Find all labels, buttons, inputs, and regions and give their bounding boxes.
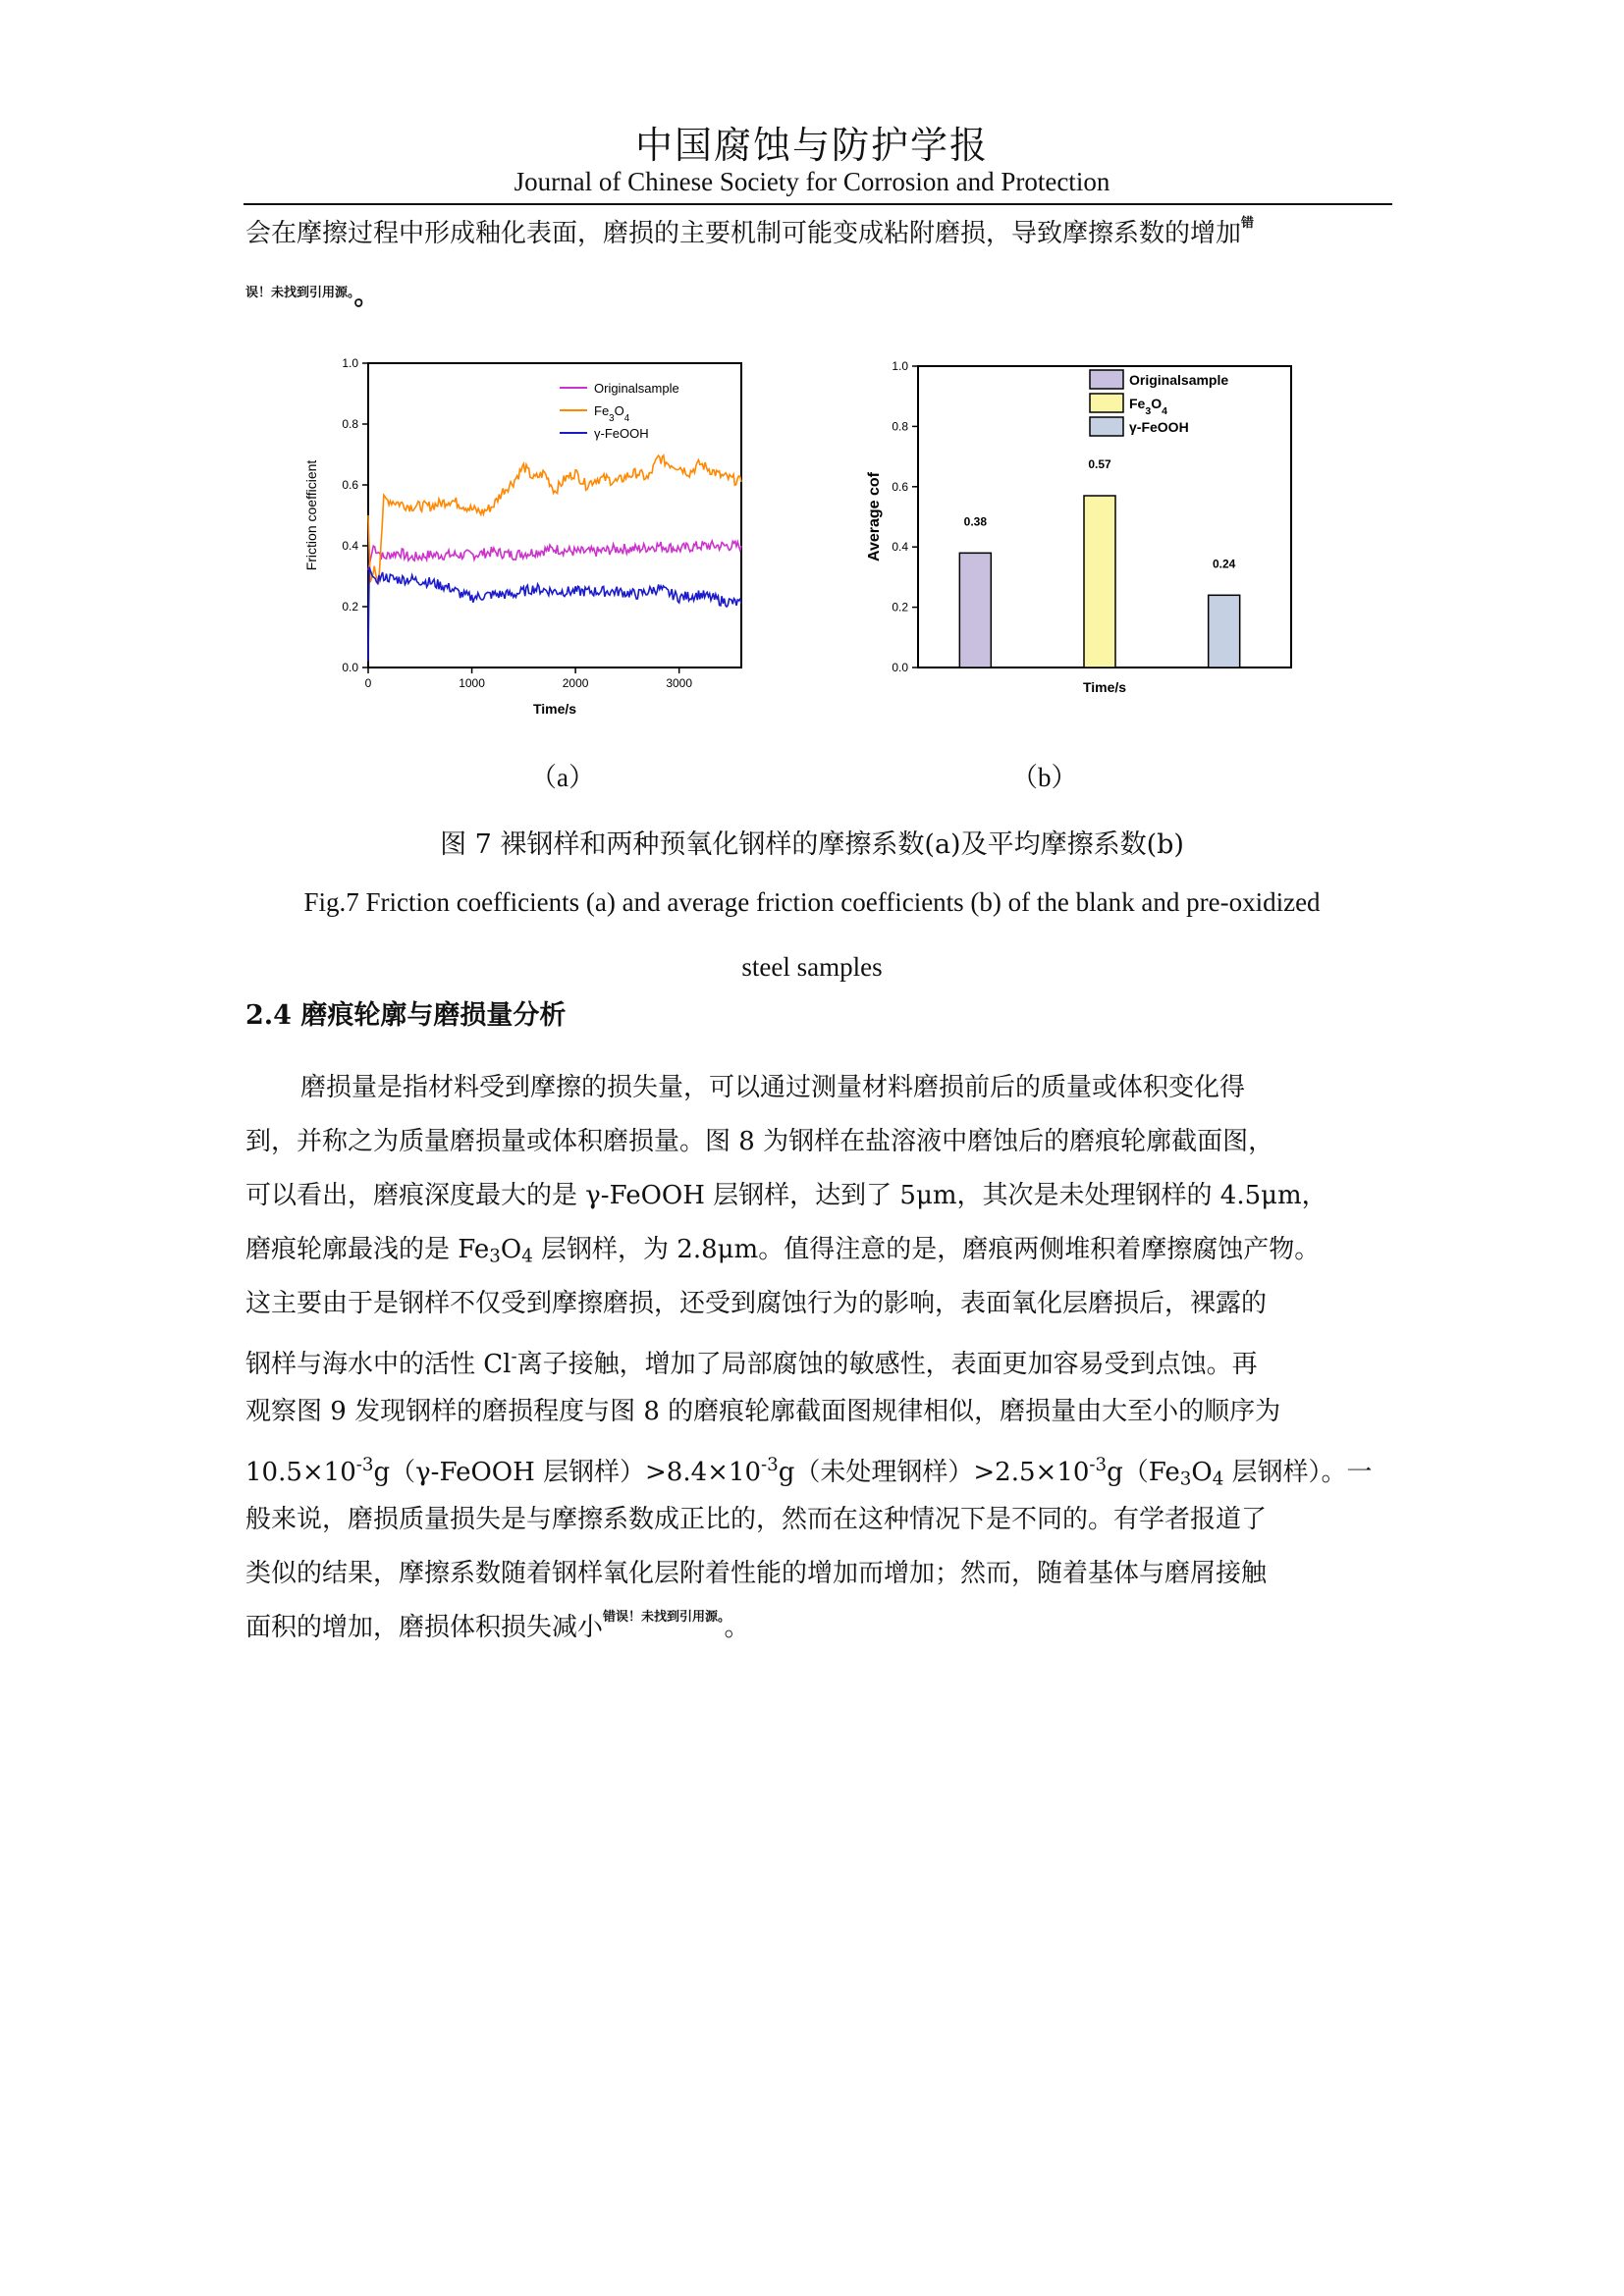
reference-error: 误！未找到引用源。 (245, 286, 354, 300)
text-run: O (500, 1235, 522, 1264)
paragraph-line: 磨损量是指材料受到摩擦的损失量，可以通过测量材料磨损前后的质量或体积变化得 (300, 1073, 1246, 1102)
x-tick-label: 3000 (666, 676, 693, 690)
journal-title-cn: 中国腐蚀与防护学报 (634, 124, 989, 167)
y-tick-label: 1.0 (892, 359, 908, 373)
legend-swatch (1090, 394, 1123, 412)
x-tick-label: 1000 (459, 676, 485, 690)
bar (1084, 496, 1115, 667)
x-axis-label: Time/s (1082, 679, 1127, 695)
x-axis-label: Time/s (532, 701, 577, 717)
superscript: - (511, 1347, 517, 1367)
bar-value-label: 0.38 (963, 514, 988, 529)
text-run: O (1191, 1458, 1213, 1487)
text-run: g（Fe (1107, 1458, 1180, 1487)
y-axis-label: Friction coefficient (303, 459, 319, 571)
paragraph-line: 类似的结果，摩擦系数随着钢样氧化层附着性能的增加而增加；然而，随着基体与磨屑接触 (245, 1559, 1268, 1588)
text-run: 10.5×10 (245, 1458, 356, 1487)
paragraph-line (245, 1602, 1394, 1653)
y-tick-label: 0.2 (342, 600, 358, 614)
y-tick-label: 0.8 (342, 417, 358, 431)
subscript: 3 (489, 1246, 501, 1267)
journal-title-en: Journal of Chinese Society for Corrosion and Protection (514, 167, 1110, 196)
section-heading: 2.4 磨痕轮廓与磨损量分析 (245, 1000, 567, 1031)
text-run: 层钢样）。一 (1223, 1458, 1373, 1487)
friction-coefficient-chart (295, 348, 766, 741)
bar-value-label: 0.24 (1212, 557, 1236, 571)
intro-text: 会在摩擦过程中形成釉化表面，磨损的主要机制可能变成粘附磨损，导致摩擦系数的增加 (245, 219, 1242, 248)
y-axis-label: Average cof (866, 472, 883, 561)
figure-caption-cn: 图 7 裸钢样和两种预氧化钢样的摩擦系数(a)及平均摩擦系数(b) (440, 829, 1184, 860)
bar (959, 553, 991, 667)
series-line (368, 567, 741, 662)
paragraph-line: 这主要由于是钢样不仅受到摩擦磨损，还受到腐蚀行为的影响，表面氧化层磨损后，裸露的 (245, 1289, 1268, 1318)
text-run: 面积的增加，磨损体积损失减小 (245, 1613, 604, 1642)
intro-line-2 (245, 268, 380, 311)
intro-line-1 (245, 208, 1394, 259)
legend-label: γ-FeOOH (594, 426, 649, 441)
legend-label: Originalsample (1129, 372, 1229, 388)
paragraph-line (245, 1332, 1394, 1390)
average-cof-chart (854, 348, 1306, 721)
bar-value-label: 0.57 (1088, 457, 1111, 472)
y-tick-label: 0.0 (892, 661, 908, 674)
y-tick-label: 0.6 (342, 478, 358, 492)
text-run: 层钢样，为 2.8μm。值得注意的是，磨痕两侧堆积着摩擦腐蚀产物。 (532, 1235, 1321, 1264)
legend-label: $Fe_3O_4$ (594, 403, 630, 424)
x-tick-label: 0 (364, 676, 372, 690)
text-run: 离子接触，增加了局部腐蚀的敏感性，表面更加容易受到点蚀。再 (516, 1350, 1258, 1379)
legend-swatch (1090, 417, 1123, 436)
subscript: 4 (1212, 1468, 1224, 1490)
paragraph-line: 到，并称之为质量磨损量或体积磨损量。图 8 为钢样在盐溶液中磨蚀后的磨痕轮廓截面图， (245, 1127, 1274, 1156)
superscript: -3 (761, 1455, 779, 1475)
superscript: -3 (355, 1455, 374, 1475)
reference-error-fragment: 错 (1241, 216, 1255, 231)
x-tick-label: 2000 (562, 676, 589, 690)
legend-label: γ-FeOOH (1129, 419, 1189, 435)
figure-caption-en-line1: Fig.7 Friction coefficients (a) and average friction coefficients (b) of the blank and pre-oxidized (303, 887, 1321, 917)
plot-frame (368, 363, 741, 667)
subscript: 3 (1179, 1468, 1192, 1490)
y-tick-label: 0.6 (892, 479, 908, 494)
paragraph-line: 可以看出，磨痕深度最大的是 γ-FeOOH 层钢样，达到了 5μm，其次是未处理钢样的 4.5μm， (245, 1181, 1327, 1210)
legend-label: Originalsample (594, 381, 679, 396)
figure-caption-en-line2: steel samples (741, 952, 883, 982)
legend-swatch (1090, 370, 1123, 389)
series-line (368, 541, 741, 570)
bar (1209, 595, 1240, 667)
y-tick-label: 0.2 (892, 600, 908, 614)
paragraph-line: 观察图 9 发现钢样的磨损程度与图 8 的磨痕轮廓截面图规律相似，磨损量由大至小的顺序为 (245, 1397, 1281, 1426)
y-tick-label: 0.8 (892, 419, 908, 434)
intro-period: 。 (353, 282, 380, 311)
panel-b-label: （b） (1011, 763, 1078, 792)
y-tick-label: 1.0 (342, 356, 358, 370)
y-tick-label: 0.4 (892, 540, 908, 555)
reference-error: 错误！未找到引用源。 (603, 1610, 725, 1625)
paragraph-line: 般来说，磨损质量损失是与摩擦系数成正比的，然而在这种情况下是不同的。有学者报道了 (245, 1505, 1268, 1534)
text-run: 磨痕轮廓最浅的是 Fe (245, 1235, 490, 1264)
text-run: g（未处理钢样）>2.5×10 (778, 1458, 1090, 1487)
text-run: 。 (724, 1613, 750, 1642)
text-run: 钢样与海水中的活性 Cl (245, 1350, 512, 1379)
paragraph-line (245, 1224, 1394, 1283)
y-tick-label: 0.4 (342, 539, 358, 553)
superscript: -3 (1089, 1455, 1108, 1475)
y-tick-label: 0.0 (342, 661, 358, 674)
panel-a-label: （a） (530, 763, 595, 792)
subscript: 4 (521, 1246, 533, 1267)
legend-label: $Fe_3O_4$ (1129, 396, 1167, 417)
text-run: g（γ-FeOOH 层钢样）>8.4×10 (373, 1458, 762, 1487)
series-line (368, 455, 741, 582)
header-rule (244, 203, 1392, 205)
